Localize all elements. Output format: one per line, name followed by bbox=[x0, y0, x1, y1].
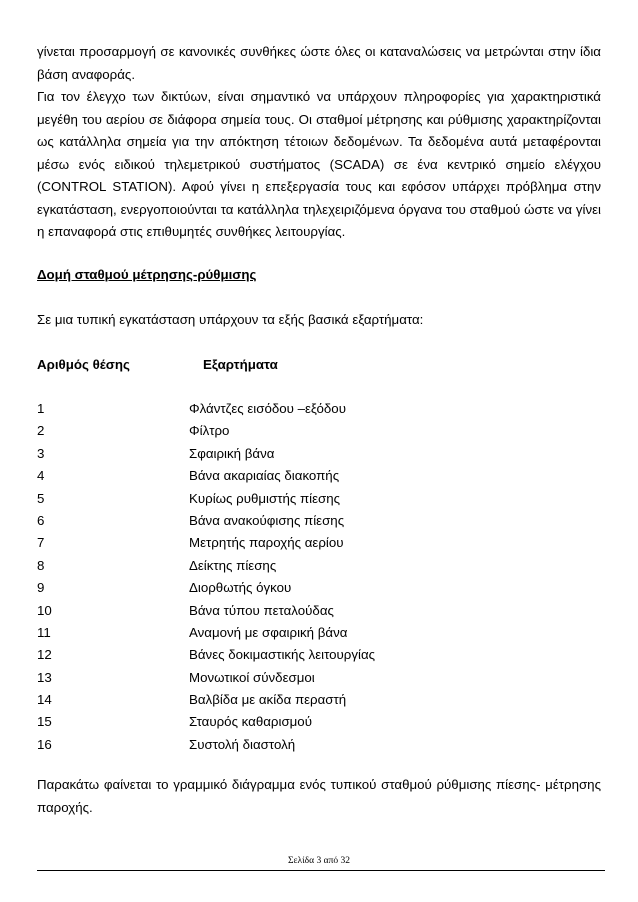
component-name: Συστολή διαστολή bbox=[189, 736, 296, 752]
list-item bbox=[37, 510, 597, 532]
components-list bbox=[37, 398, 597, 756]
components-intro: Σε μια τυπική εγκατάσταση υπάρχουν τα εξής βασικά εξαρτήματα: bbox=[37, 312, 424, 327]
list-item bbox=[37, 532, 597, 554]
list-item bbox=[37, 465, 597, 487]
list-item bbox=[37, 689, 597, 711]
component-name: Δείκτης πίεσης bbox=[189, 557, 277, 573]
position-number: 11 bbox=[37, 624, 51, 640]
paragraph-network-control: Για τον έλεγχο των δικτύων, είναι σημαντικό να υπάρχουν πληροφορίες για χαρακτηριστικά μεγέθη του αερίου σε διάφορα σημεία τους. Οι σταθμοί μέτρησης και ρύθμισης χαρακτηρίζονται ως κατάλληλα σημεία για την απόκτηση τέτοιων δεδομένων. Τα δεδομένα αυτά μεταφέρονται μέσω ενός ειδικού τηλεμετρικού συστήματος (SCADA) σε ένα κεντρικό σημείο ελέγχου (CONTROL STATION). Αφού γίνει η επεξεργασία τους και εφόσον υπάρχει πρόβλημα στην εγκατάσταση, ενεργοποιούνται τα κατάλληλα τηλεχειριζόμενα όργανα του σταθμού ώστε να γίνει η επαναφορά στις επιθυμητές συνθήκες λειτουργίας. bbox=[37, 89, 601, 239]
column-header-position: Αριθμός θέσης bbox=[37, 357, 130, 372]
position-number: 4 bbox=[37, 468, 45, 484]
component-name: Βάνα ανακούφισης πίεσης bbox=[189, 512, 345, 528]
position-number: 16 bbox=[37, 736, 52, 752]
component-name: Φίλτρο bbox=[189, 423, 230, 439]
position-number: 1 bbox=[37, 401, 45, 416]
position-number: 6 bbox=[37, 512, 45, 528]
page-number-footer: Σελίδα 3 από 32 bbox=[287, 856, 351, 866]
component-name: Διορθωτής όγκου bbox=[189, 580, 292, 596]
component-name: Φλάντζες εισόδου –εξόδου bbox=[189, 401, 346, 416]
position-number: 12 bbox=[37, 647, 52, 663]
list-item bbox=[37, 488, 597, 510]
position-number: 2 bbox=[37, 423, 45, 439]
list-item bbox=[37, 555, 597, 577]
list-item bbox=[37, 420, 597, 442]
position-number: 14 bbox=[37, 692, 52, 708]
component-name: Μετρητής παροχής αερίου bbox=[189, 535, 344, 551]
position-number: 5 bbox=[37, 490, 45, 506]
list-item bbox=[37, 398, 597, 420]
component-name: Βάνες δοκιμαστικής λειτουργίας bbox=[189, 647, 376, 663]
component-name: Βάνα ακαριαίας διακοπής bbox=[189, 468, 340, 484]
list-item bbox=[37, 644, 597, 666]
component-name: Βάνα τύπου πεταλούδας bbox=[189, 602, 334, 618]
position-number: 3 bbox=[37, 445, 45, 461]
paragraph-normal-conditions: γίνεται προσαρμογή σε κανονικές συνθήκες ώστε όλες οι καταναλώσεις να μετρώνται στην ίδια βάση αναφοράς. bbox=[37, 44, 601, 82]
component-name: Αναμονή με σφαιρική βάνα bbox=[189, 624, 348, 640]
list-item bbox=[37, 443, 597, 465]
list-item bbox=[37, 711, 597, 733]
position-number: 8 bbox=[37, 557, 45, 573]
list-item bbox=[37, 600, 597, 622]
paragraph-diagram-intro: Παρακάτω φαίνεται το γραμμικό διάγραμμα ενός τυπικού σταθμού ρύθμισης πίεσης- μέτρησης παροχής. bbox=[37, 777, 601, 815]
component-name: Σφαιρική βάνα bbox=[189, 445, 275, 461]
position-number: 15 bbox=[37, 714, 52, 730]
component-name: Βαλβίδα με ακίδα περαστή bbox=[189, 692, 347, 708]
position-number: 7 bbox=[37, 535, 45, 551]
column-header-parts: Εξαρτήματα bbox=[203, 357, 278, 372]
list-item bbox=[37, 622, 597, 644]
list-item bbox=[37, 734, 597, 756]
component-name: Κυρίως ρυθμιστής πίεσης bbox=[189, 490, 341, 506]
position-number: 13 bbox=[37, 669, 52, 685]
footer-divider bbox=[37, 870, 605, 871]
component-name: Μονωτικοί σύνδεσμοι bbox=[189, 669, 315, 685]
list-item bbox=[37, 577, 597, 599]
list-item bbox=[37, 667, 597, 689]
section-heading: Δομή σταθμού μέτρησης-ρύθμισης bbox=[37, 267, 257, 282]
position-number: 9 bbox=[37, 580, 45, 596]
position-number: 10 bbox=[37, 602, 52, 618]
component-name: Σταυρός καθαρισμού bbox=[189, 714, 312, 730]
